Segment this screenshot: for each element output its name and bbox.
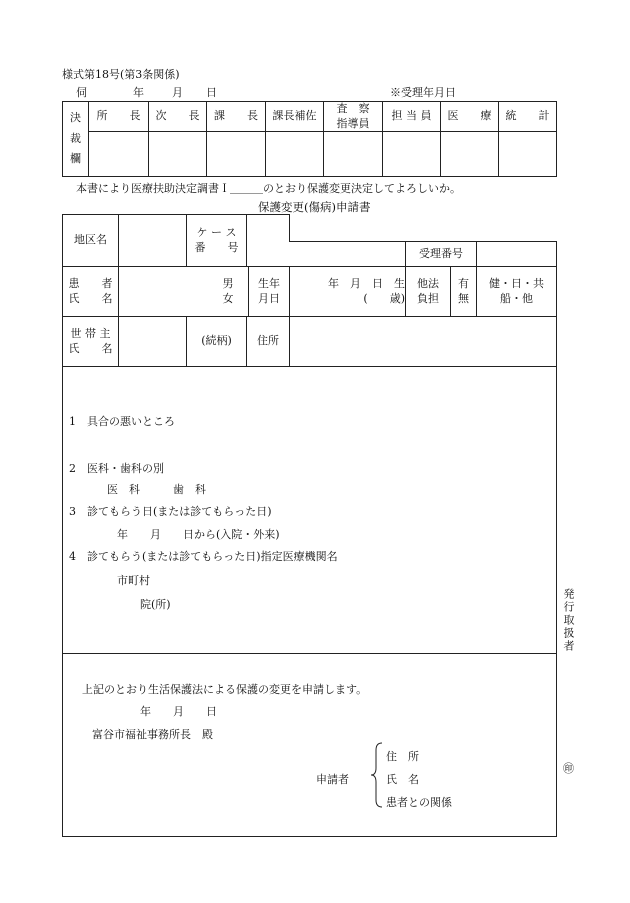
approval-col-medical: 医 療 (447, 109, 492, 123)
birth-date-value: 年 月 日 生 ( 歳) (328, 276, 405, 305)
department-options: 医 科 歯 科 (107, 483, 206, 496)
approval-col-deputy: 次 長 (155, 109, 200, 123)
applicant-address-label: 住 所 (386, 750, 419, 763)
address-label: 住所 (257, 334, 279, 348)
applicant-name-label: 氏 名 (386, 773, 419, 786)
applicant-label: 申請者 (316, 773, 349, 786)
presence-label: 有 無 (458, 276, 469, 305)
approval-col-assistant-chief: 課長補佐 (272, 109, 317, 123)
approval-col-statistics: 統 計 (505, 109, 550, 123)
approval-col-inspector: 査 察 指導員 (336, 101, 370, 130)
visit-date-detail: 年 月 日から(入院・外来) (117, 528, 280, 541)
issuer-label: 発行取扱者 (562, 588, 575, 653)
receipt-number-label: 受理番号 (419, 246, 463, 260)
item-symptom: 1 具合の悪いところ (69, 415, 175, 428)
application-statement: 上記のとおり生活保護法による保護の変更を申請します。 (82, 683, 368, 696)
household-head-label: 世 帯 主 氏 名 (68, 326, 113, 355)
approval-col-director: 所 長 (96, 109, 141, 123)
applicant-relation-label: 患者との関係 (386, 796, 452, 809)
date-year-label: 年 (133, 86, 144, 99)
received-date-label: ※受理年月日 (390, 86, 456, 99)
birth-date-label: 生年 月日 (258, 276, 280, 305)
gender-label: 男 女 (222, 276, 234, 305)
item-department: 2 医科・歯科の別 (69, 462, 164, 475)
relationship-label: (続柄) (201, 334, 232, 348)
approval-col-section-chief: 課 長 (214, 109, 258, 123)
date-day-label: 日 (206, 86, 217, 99)
item-institution: 4 診てもらう(または診てもらった日)指定医療機関名 (69, 550, 338, 563)
institution-city: 市町村 (117, 574, 150, 587)
inquiry-label: 伺 (76, 86, 87, 99)
insurance-type-label: 健・日・共 船・他 (489, 276, 544, 305)
seal-mark: ㊞ (563, 762, 574, 775)
case-number-label: ケ ー ス 番 号 (194, 225, 239, 254)
applicant-brace (370, 742, 384, 808)
item-visit-date: 3 診てもらう日(または診てもらった日) (69, 505, 272, 518)
form-code: 様式第18号(第3条関係) (62, 68, 180, 81)
application-date: 年 月 日 (140, 705, 217, 718)
approval-col-staff: 担 当 員 (391, 109, 432, 123)
institution-clinic: 院(所) (140, 598, 171, 611)
approval-note: 本書により医療扶助決定調書Ｉ＿＿＿のとおり保護変更決定してよろしいか。 (76, 182, 461, 195)
patient-name-label: 患 者 氏 名 (68, 276, 113, 305)
application-addressee: 富谷市福祉事務所長 殿 (92, 728, 213, 741)
form-title: 保護変更(傷病)申請書 (258, 200, 371, 214)
date-month-label: 月 (172, 86, 183, 99)
approval-section-label: 決 裁 欄 (70, 110, 81, 166)
other-law-label: 他法 負担 (417, 276, 439, 305)
district-label: 地区名 (74, 233, 107, 247)
